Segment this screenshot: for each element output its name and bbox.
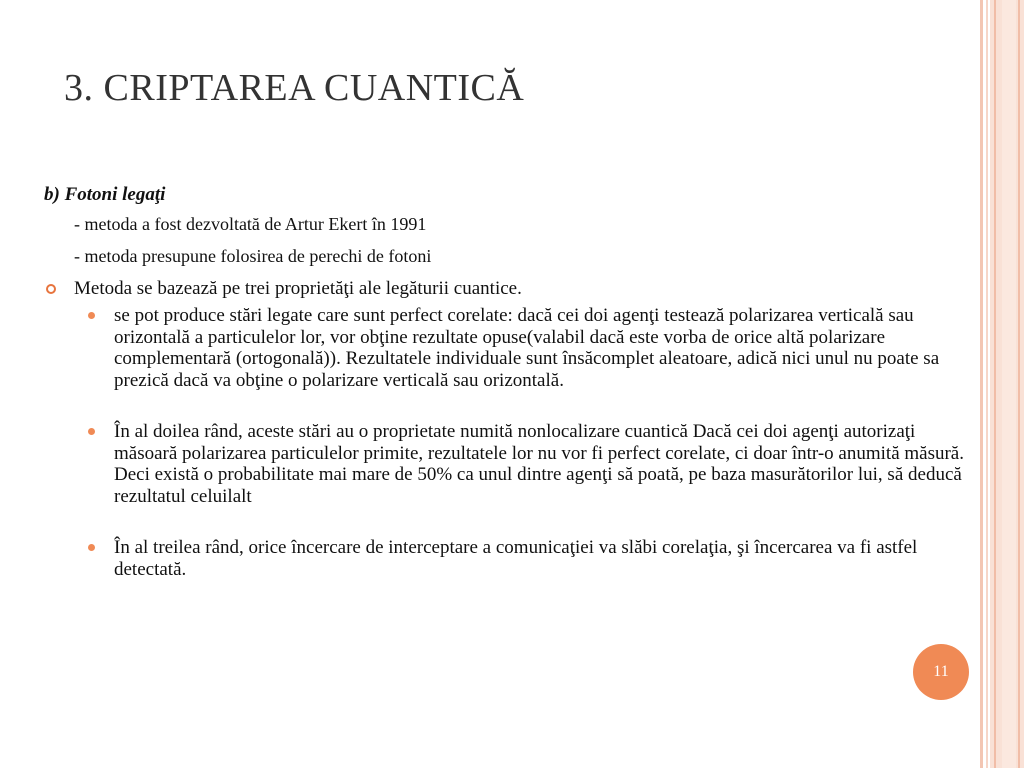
ring-bullet-icon bbox=[46, 284, 56, 294]
decorative-stripes bbox=[980, 0, 1024, 768]
dot-bullet-icon bbox=[88, 312, 95, 319]
slide-title: 3. CRIPTAREA CUANTICĂ bbox=[64, 67, 525, 109]
dash-line-1: - metoda a fost dezvoltată de Artur Ekert în 1991 bbox=[74, 214, 427, 234]
sub-point-3 bbox=[114, 537, 964, 580]
page-number-badge: 11 bbox=[913, 644, 969, 700]
slide-content bbox=[44, 184, 964, 580]
dot-bullet-icon bbox=[88, 544, 95, 551]
main-point-text: Metoda se bazează pe trei proprietăţi ale legăturii cuantice. bbox=[74, 278, 522, 299]
dash-line-2: - metoda presupune folosirea de perechi de fotoni bbox=[74, 246, 432, 266]
sub-point-text: În al doilea rând, aceste stări au o proprietate numită nonlocalizare cuantică Dacă cei doi agenţi autorizaţi măsoară polarizarea particulelor primite, rezultatele lor nu vor fi perfect corelate, ci doar într-o anumită măsură. Deci există o probabilitate mai mare de 50% ca unul dintre agenţi să poată, pe baza masurătorilor lui, să deducă rezultatul celuilalt bbox=[114, 421, 964, 507]
sub-point-text: se pot produce stări legate care sunt perfect corelate: dacă cei doi agenţi testează polarizarea verticală sau orizontală a particulelor lor, vor obţine rezultate opuse(valabil dacă este vorba de orice altă polarizare complementară (ortogonală)). Rezultatele individuale sunt însăcomplet aleatoare, adică nici unul nu poate sa prezică dacă va obţine o polarizare verticală sau orizontală. bbox=[114, 305, 940, 391]
subheading: b) Fotoni legaţi bbox=[44, 184, 166, 205]
main-point bbox=[44, 278, 964, 299]
dot-bullet-icon bbox=[88, 428, 95, 435]
sub-point-text: În al treilea rând, orice încercare de interceptare a comunicaţiei va slăbi corelaţia, şi încercarea va fi astfel detectată. bbox=[114, 537, 918, 580]
sub-point-1 bbox=[114, 305, 964, 391]
sub-point-2 bbox=[114, 421, 964, 507]
